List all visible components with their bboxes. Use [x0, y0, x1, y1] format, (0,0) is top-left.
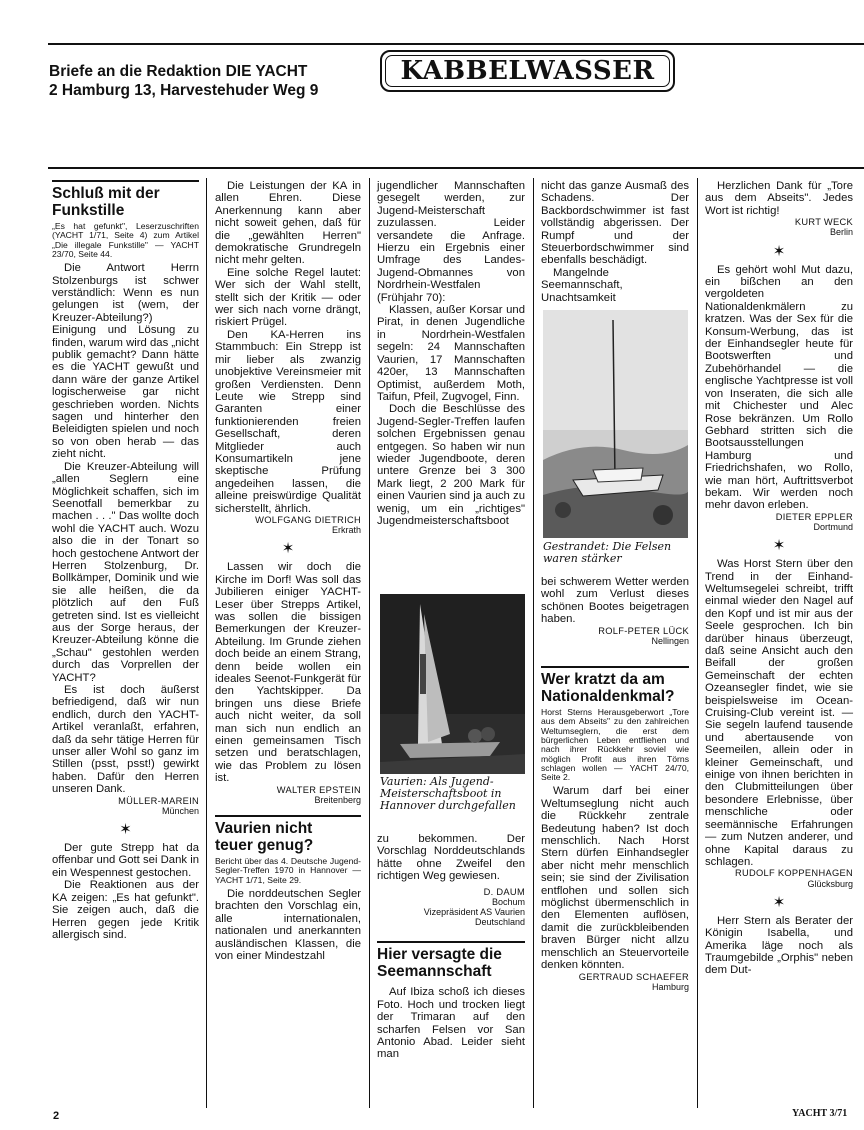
signature-city: Glücksburg — [807, 878, 853, 889]
signature — [541, 626, 689, 646]
signature-city: Hamburg — [651, 981, 689, 992]
kabbelwasser-logo — [380, 50, 675, 92]
issue-label: YACHT 3/71 — [792, 1108, 848, 1119]
paragraph: nicht das ganze Ausmaß des Schadens. Der Backbordschwimmer ist fast vollständig abgerissen. Der Rumpf und der Steuerbordschwimmer sind ebenfalls beschädigt. — [541, 180, 689, 267]
column-divider-2 — [369, 178, 370, 1108]
signature — [215, 515, 361, 535]
header-line-1: Briefe an die Redaktion DIE YACHT — [49, 63, 308, 80]
signature-country: Deutschland — [474, 917, 525, 928]
separator-star-icon: ✶ — [281, 540, 295, 558]
paragraph: Lassen wir doch die Kirche im Dorf! Was soll das Jubilieren einiger YACHT-Leser über Strepps Artikel, was sollen die bissigen Bemerkungen der Kreuzer-Abteilung. Im Grunde ziehen doch beide an einem Strang, denn beide wollen ein ideales Seenot-Funkgerät für den Yachtskipper. Da bringen uns diese Briefe auch nicht weiter, da soll man sich nun endlich an einen gemeinsamen Tisch setzen und beratschlagen, wie das Problem zu lösen ist. — [215, 561, 361, 785]
headline-line-1: Schluß mit der — [52, 185, 160, 202]
signature-city: Dortmund — [813, 521, 853, 532]
headline-nationaldenkmal — [541, 666, 689, 705]
signature-name: D. DAUM — [483, 886, 525, 897]
paragraph: Die Reaktionen aus der KA zeigen: „Es hat gefunkt". Sie zeigen auch, daß die Herren gegen jede Kritik allergisch sind. — [52, 879, 199, 941]
logo-text: KABBELWASSER — [400, 56, 655, 86]
column-2 — [215, 180, 361, 962]
header-bottom-rule — [48, 167, 864, 169]
paragraph: Eine solche Regel lautet: Wer sich der Wahl stellt, stellt sich der Kritik — oder wer sich nach vorne drängt, riskiert Prügel. — [215, 266, 361, 329]
article-lead: „Es hat gefunkt", Leserzuschriften (YACHT 1/71, Seite 4) zum Artikel „Die illegale Funkstille" — YACHT 23/70, Seite 44. — [52, 221, 199, 259]
headline-vaurien — [215, 815, 361, 854]
paragraph: Der gute Strepp hat da offenbar und Gott sei Dank in ein Wespennest gestochen. — [52, 842, 199, 879]
article-lead: Bericht über das 4. Deutsche Jugend-Segler-Treffen 1970 in Hannover — YACHT 1/71, Seite 29. — [215, 856, 361, 885]
signature-name: WOLFGANG DIETRICH — [255, 514, 361, 525]
paragraph: Herzlichen Dank für „Tore aus dem Abseits". Jedes Wort ist richtig! — [705, 180, 853, 217]
signature-city: Berlin — [829, 227, 853, 238]
signature-name: GERTRAUD SCHAEFER — [578, 971, 689, 982]
headline-line-1: Wer kratzt da am — [541, 671, 665, 689]
top-rule — [48, 43, 864, 45]
paragraph: Was Horst Stern über den Trend in der Einhand-Weltumsegelei schreibt, trifft einmal wieder den Nagel auf den Kopf und ist mir aus der Seele gesprochen. Ich bin darüber hinaus überzeugt, daß seine Ansicht auch den Beifall der großen Gemeinschaft der echten Ozeansegler findet, wie sie beispielsweise im Ocean-Cruising-Club vereint ist. — Sie segeln laufend tausende und abertausende von Seemeilen, allein oder in kleiner Gemeinschaft, und einige von ihnen berichten in den Clubmitteilungen über besondere Erlebnisse, über menschliche oder seemännische Erfahrungen — zum Nutzen anderer, und ohne Kapital daraus zu schlagen. — [705, 558, 853, 868]
signature-city: Erkrath — [331, 525, 361, 536]
separator-star-icon: ✶ — [772, 537, 786, 555]
column-4 — [541, 180, 689, 304]
signature-city: München — [161, 805, 199, 816]
paragraph: Die Leistungen der KA in allen Ehren. Diese Anerkennung kann aber nicht soweit gehen, daß für die „gewählten Herren" demokratische Grundregeln nicht mehr gelten. — [215, 180, 361, 267]
headline-line-2: teuer genug? — [215, 837, 314, 855]
headline-schluss — [52, 180, 199, 219]
signature-city: Breitenberg — [314, 794, 361, 805]
headline-line-2: Seemannschaft — [377, 963, 492, 981]
paragraph: jugendlicher Mannschaften gesegelt werden, zur Jugend-Meisterschaft zuzulassen. Leider versandete die Anfrage. Hierzu ein Ergebnis einer Umfrage des Landes-Jugend-Obmannes von Nordrhein-Westfalen (Frühjahr 70): — [377, 180, 525, 304]
signature — [705, 217, 853, 237]
signature-role: Vizepräsident AS Vaurien — [423, 907, 525, 918]
signature-name: RUDOLF KOPPENHAGEN — [734, 868, 853, 879]
vaurien-sailboat-photo — [380, 594, 525, 774]
vaurien-caption: Vaurien: Als Jugend-Meisterschaftsboot in Hannover durchgefallen — [380, 775, 516, 813]
paragraph: Es gehört wohl Mut dazu, ein bißchen an den vergoldeten Nationaldenkmälern zu kratzen. Was der Sex für die Konsum-Werbung, das ist der Einhandsegler heute für Bootswerften und Zubehörhandel — die englische Yachtpresse ist voll von Inseraten, die sich alle mit Chichester und Alec Rose bekränzen. Um Rollo Gebhard stritten sich die Bootsausstellungen Hamburg und Friedrichshafen, wo Rollo, wie man hört, Auftrittsverbot bekam. Wir werden noch mehr davon erleben. — [705, 263, 853, 512]
signature — [541, 972, 689, 992]
paragraph: zu bekommen. Der Vorschlag Norddeutschlands hätte ohne Zweifel den richtigen Weg gewiesen. — [377, 833, 525, 883]
paragraph: Die Kreuzer-Abteilung will „allen Seglern eine Möglichkeit schaffen, sich im Seenotfall bemerkbar zu machen . . ." Das wollte doch wohl die YACHT auch. Wozu also die in der Tonart so hoch gestochene Antwort der Herren Stolzenburg, Dr. Bollkämper, Dominik und wie sie alle heißen, die da plötzlich auf den Fuß getreten sind. Ist es vielleicht aus der Sorge heraus, der Kreuzer-Abteilung könne die „Schau" gestohlen werden durch das Vorprellen der YACHT? — [52, 460, 199, 684]
signature — [377, 887, 525, 928]
headline-line-2: Nationaldenkmal? — [541, 688, 675, 706]
column-divider-1 — [206, 178, 207, 1108]
headline-line-1: Vaurien nicht — [215, 820, 313, 838]
separator-star-icon: ✶ — [772, 893, 786, 911]
trimaran-image — [543, 310, 688, 538]
signature — [705, 512, 853, 532]
signature-name: ROLF-PETER LÜCK — [598, 625, 689, 636]
page-number: 2 — [53, 1110, 60, 1122]
paragraph: Warum darf bei einer Weltumseglung nicht auch die Rückkehr zentrale Bedeutung haben? Ist doch menschlich. Nach Horst Stern dürfen Einhandsegler aber nicht mehr menschlich sein; sie sind der Zivilisation entflohen und sollen sich möglichst übermenschlich in den Elementen auflösen, damit die zurückbleibenden braven Bürger nicht allzu menschlich an Steuervorteile denken könnten. — [541, 785, 689, 972]
paragraph: Die norddeutschen Segler brachten den Vorschlag ein, alle internationalen, nationalen und anerkannten ausländischen Klassen, die von einer Mindestzahl — [215, 887, 361, 963]
headline-line-1: Hier versagte die — [377, 946, 502, 964]
paragraph: Herr Stern als Berater der Königin Isabella, und Amerika läge noch als Traumgebilde „Orphis" neben dem Dut- — [705, 914, 853, 977]
signature-name: KURT WECK — [794, 217, 853, 228]
column-5 — [705, 180, 853, 977]
separator-star-icon: ✶ — [772, 242, 786, 260]
paragraph: bei schwerem Wetter werden wohl zum Verlust dieses schönen Bootes beigetragen haben. — [541, 576, 689, 626]
header-line-2: 2 Hamburg 13, Harvestehuder Weg 9 — [49, 82, 319, 99]
paragraph: Den KA-Herren ins Stammbuch: Ein Strepp ist mir lieber als zwanzig unobjektive Vereinsmeier mit großen Verdiensten. Denn Leute wie Strepp sind Garanten einer funktionierenden freien Gesellschaft, deren Mitglieder auch Konsumartikeln jene skeptische Prüfung angedeihen lassen, die alleine preiswürdige Qualität sicherstellt, ährlich. — [215, 328, 361, 515]
paragraph: Doch die Beschlüsse des Jugend-Segler-Treffen laufen solchen Ergebnissen genau entgegen. So haben wir nun wieder Jugendboote, deren untere Grenze bei 3 300 Mark liegt, 2 200 Mark für einen Vaurien sind ja auch zu wenig, um ein „richtiges" Jugendmeisterschaftsboot — [377, 403, 525, 527]
column-1 — [52, 180, 199, 941]
headline-line-2: Funkstille — [52, 202, 125, 219]
paragraph: Auf Ibiza schoß ich dieses Foto. Hoch und trocken liegt der Trimaran auf den scharfen Felsen vor San Antonio Abad. Leider sieht man — [377, 986, 525, 1061]
column-divider-3 — [533, 178, 534, 1108]
article-lead: Horst Sterns Herausgeberwort „Tore aus dem Abseits" zu den zahlreichen Weltumseglern, die erst dem bürgerlichen Leben entfliehen und nach ihrer Rückkehr soviel wie möglich Profit aus ihren Törns schlagen wollen — YACHT 24/70, Seite 2. — [541, 707, 689, 783]
separator-star-icon: ✶ — [119, 821, 132, 839]
column-3-lower — [377, 833, 525, 1061]
signature-name: DIETER EPPLER — [775, 511, 853, 522]
paragraph: Klassen, außer Korsar und Pirat, in denen Jugendliche in Nordrhein-Westfalen segeln: 24 Mannschaften Vaurien, 17 Mannschaften 420er, 13 Mannschaften Optimist, außerdem Moth, Taifun, Pfeil, Zugvogel, Finn. — [377, 304, 525, 403]
column-divider-4 — [697, 178, 698, 1108]
headline-seemannschaft — [377, 941, 525, 980]
paragraph: Die Antwort Herrn Stolzenburgs ist schwer verständlich: Wenn es nun gelungen ist (wem, der Kreuzer-Abteilung?) Einigung und Lösung zu finden, warum wird das „nicht publik gemacht? Dann hätte es die YACHT gewußt und dann wäre der ganze Artikel logischerweise gar nicht geschrieben worden. Nichts sagen und hinterher den Beleidigten spielen und noch so von oben herab — das zieht nicht. — [52, 262, 199, 461]
signature — [215, 785, 361, 805]
signature-city: Bochum — [491, 896, 525, 907]
signature-name: WALTER EPSTEIN — [276, 784, 361, 795]
paragraph: Mangelnde Seemannschaft, Unachtsamkeit — [541, 266, 623, 304]
paragraph: Es ist doch äußerst befriedigend, daß wir nun endlich, durch den YACHT-Artikel veranlaßt, erfahren, daß da sehr tätige Herren für unser aller Wohl so ganz im Stillen (psst, psst!) gewirkt haben. Dafür den Herren unseren Dank. — [52, 684, 199, 796]
signature — [705, 868, 853, 888]
signature — [52, 796, 199, 816]
column-3 — [377, 180, 525, 527]
trimaran-caption: Gestrandet: Die Felsen waren stärker — [543, 540, 672, 566]
column-4-lower — [541, 576, 689, 992]
signature-name: MÜLLER-MAREIN — [118, 795, 199, 806]
sailboat-image — [380, 594, 525, 774]
signature-city: Nellingen — [651, 635, 689, 646]
stranded-trimaran-photo — [543, 310, 688, 538]
